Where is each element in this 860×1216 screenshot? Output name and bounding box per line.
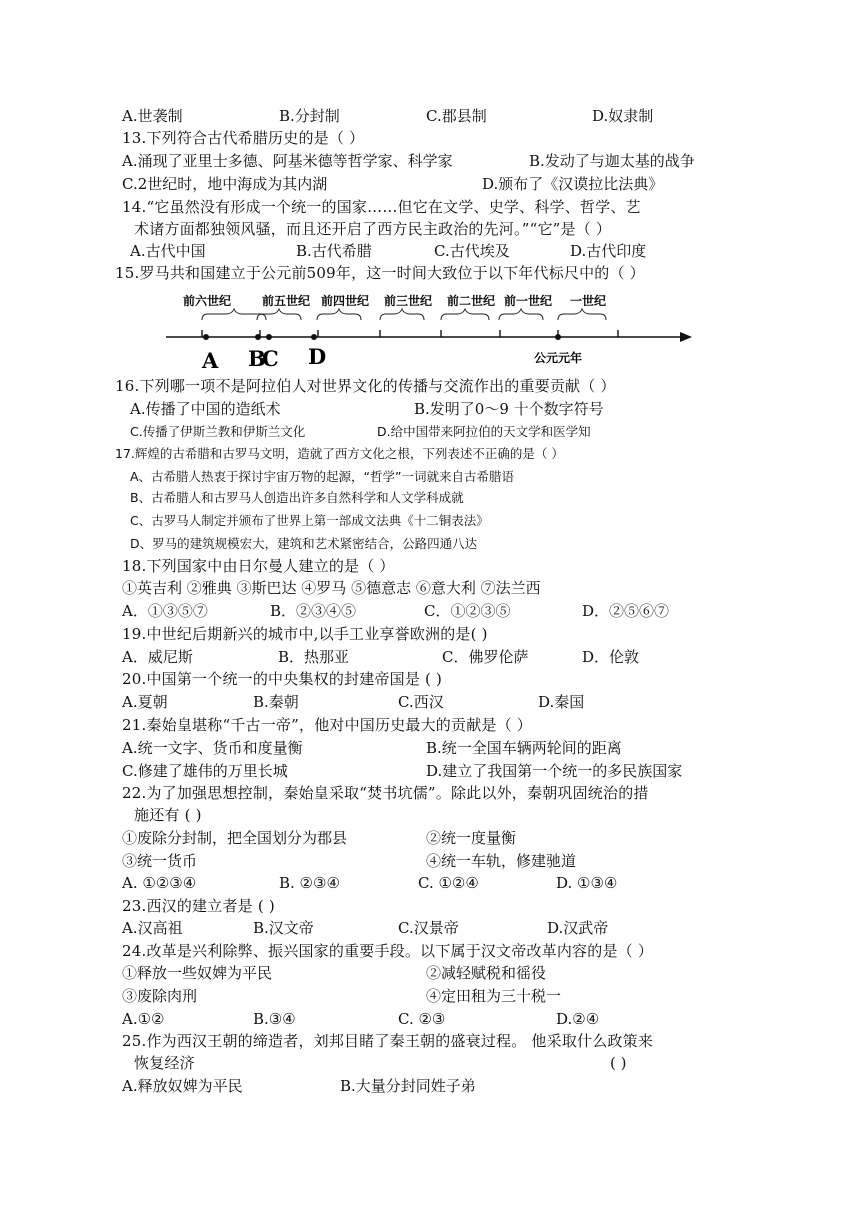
q13-option-a: A.涌现了亚里士多德、阿基米德等哲学家、科学家 — [122, 152, 453, 170]
q17-option-b: B、古希腊人和古罗马人创造出许多自然科学和人文学科成就 — [130, 490, 464, 505]
q22-item-3: ③统一货币 — [122, 852, 198, 870]
q15-stem: 15.罗马共和国建立于公元前509年，这一时间大致位于以下年代标尺中的（ ） — [115, 264, 645, 282]
q12-option-b: B.分封制 — [279, 107, 340, 125]
timeline-point-c — [266, 334, 272, 340]
q22-option-c: C. ①②④ — [418, 874, 479, 892]
q19-option-d: D．伦敦 — [582, 648, 640, 666]
timeline-segment-label: 前三世纪 — [383, 294, 433, 308]
q18-items: ①英吉利 ②雅典 ③斯巴达 ④罗马 ⑤德意志 ⑥意大利 ⑦法兰西 — [122, 579, 541, 597]
q24-item-1: ①释放一些奴婢为平民 — [122, 964, 273, 982]
q24-option-d: D.②④ — [556, 1010, 600, 1028]
q24-option-a: A.①② — [122, 1010, 165, 1028]
q12-option-c: C.郡县制 — [426, 107, 487, 125]
q12-option-d: D.奴隶制 — [592, 107, 654, 125]
timeline-segment-label: 前一世纪 — [503, 294, 553, 308]
timeline-letter-a: A — [202, 348, 219, 373]
q14-option-d: D.古代印度 — [570, 242, 647, 260]
q16-option-d: D.给中国带来阿拉伯的天文学和医学知 — [377, 424, 591, 439]
q22-option-d: D. ①③④ — [556, 874, 618, 892]
q19-stem: 19.中世纪后期新兴的城市中,以手工业享誉欧洲的是( ) — [122, 625, 488, 643]
q24-option-b: B.③④ — [253, 1010, 296, 1028]
timeline-era-label: 公元元年 — [533, 351, 583, 365]
timeline-segment-label: 前六世纪 — [182, 294, 232, 308]
q14-stem-line2: 术诸方面都独领风骚，而且还开启了西方民主政治的先河。”“它”是（ ） — [134, 220, 612, 238]
q16-option-b: B.发明了0～9 十个数字符号 — [414, 400, 604, 418]
q19-option-c: C．佛罗伦萨 — [442, 648, 529, 666]
q18-option-a: A．①③⑤⑦ — [122, 602, 208, 620]
timeline-ruler — [160, 286, 700, 374]
q25-option-b: B.大量分封同姓子弟 — [340, 1077, 476, 1095]
q22-item-4: ④统一车轨，修建驰道 — [426, 852, 577, 870]
q25-option-a: A.释放奴婢为平民 — [122, 1077, 243, 1095]
q22-option-a: A. ①②③④ — [122, 874, 197, 892]
q25-stem-line1: 25.作为西汉王朝的缔造者，刘邦目睹了秦王朝的盛衰过程。 他采取什么政策来 — [122, 1032, 654, 1050]
q13-option-d: D.颁布了《汉谟拉比法典》 — [482, 175, 664, 193]
q14-option-a: A.古代中国 — [130, 242, 206, 260]
q14-option-b: B.古代希腊 — [296, 242, 372, 260]
q17-option-d: D、罗马的建筑规模宏大，建筑和艺术紧密结合，公路四通八达 — [130, 536, 478, 551]
q18-stem: 18.下列国家中由日尔曼人建立的是（ ） — [122, 557, 395, 575]
q24-item-3: ③废除肉刑 — [122, 987, 198, 1005]
q22-option-b: B. ②③④ — [279, 874, 340, 892]
q21-option-d: D.建立了我国第一个统一的多民族国家 — [426, 762, 683, 780]
q13-stem: 13.下列符合古代希腊历史的是（ ） — [122, 129, 365, 147]
q22-item-1: ①废除分封制，把全国划分为郡县 — [122, 829, 348, 847]
timeline-point-d — [311, 334, 317, 340]
q24-item-4: ④定田租为三十税一 — [426, 987, 562, 1005]
q17-option-a: A、古希腊人热衷于探讨宇宙万物的起源，“哲学”一词就来自古希腊语 — [130, 469, 515, 484]
q20-option-a: A.夏朝 — [122, 693, 168, 711]
q14-option-c: C.古代埃及 — [434, 242, 510, 260]
q16-option-c: C.传播了伊斯兰教和伊斯兰文化 — [130, 424, 306, 439]
timeline-point-a — [203, 334, 209, 340]
q19-option-b: B．热那亚 — [278, 648, 350, 666]
timeline-letter-b: B — [248, 346, 266, 371]
timeline-segment-label: 前二世纪 — [446, 294, 496, 308]
timeline-letter-c: C — [262, 346, 279, 371]
q24-item-2: ②减轻赋税和徭役 — [426, 964, 547, 982]
timeline-braces — [202, 309, 606, 320]
timeline-segment-labels — [183, 293, 606, 308]
q17-option-c: C、古罗马人制定并颁布了世界上第一部成文法典《十二铜表法》 — [130, 513, 489, 528]
timeline-segment-label: 一世纪 — [569, 294, 607, 308]
q16-stem: 16.下列哪一项不是阿拉伯人对世界文化的传播与交流作出的重要贡献（ ） — [115, 377, 616, 395]
timeline-segment-label: 前四世纪 — [320, 294, 370, 308]
q17-stem: 17.辉煌的古希腊和古罗马文明，造就了西方文化之根，下列表述不正确的是（ ） — [115, 446, 564, 461]
q24-option-c: C. ②③ — [398, 1010, 446, 1028]
q20-stem: 20.中国第一个统一的中央集权的封建帝国是 ( ) — [122, 670, 443, 688]
q21-option-c: C.修建了雄伟的万里长城 — [122, 762, 288, 780]
q22-stem-line1: 22.为了加强思想控制，秦始皇采取“焚书坑儒”。除此以外，秦朝巩固统治的措 — [122, 784, 649, 802]
timeline-letter-d: D — [308, 344, 327, 369]
q18-option-b: B．②③④⑤ — [270, 602, 357, 620]
timeline-arrowhead — [680, 332, 692, 342]
q22-item-2: ②统一度量衡 — [426, 829, 517, 847]
q23-stem: 23.西汉的建立者是 ( ) — [122, 897, 275, 915]
q20-option-b: B.秦朝 — [253, 693, 299, 711]
q12-option-a: A.世袭制 — [122, 107, 183, 125]
timeline-point-era — [555, 334, 561, 340]
q14-stem-line1: 14.“它虽然没有形成一个统一的国家……但它在文学、史学、科学、哲学、艺 — [122, 198, 641, 216]
timeline-segment-label: 前五世纪 — [261, 294, 311, 308]
q25-answer-paren: ( ) — [610, 1054, 627, 1072]
timeline-point-b — [255, 334, 261, 340]
q21-option-b: B.统一全国车辆两轮间的距离 — [426, 739, 622, 757]
q21-option-a: A.统一文字、货币和度量衡 — [122, 739, 303, 757]
q16-option-a: A.传播了中国的造纸术 — [130, 400, 281, 418]
q23-option-d: D.汉武帝 — [547, 919, 609, 937]
q20-option-c: C.西汉 — [398, 693, 444, 711]
q23-option-c: C.汉景帝 — [398, 919, 459, 937]
q13-option-b: B.发动了与迦太基的战争 — [529, 152, 695, 170]
q18-option-c: C．①②③⑤ — [424, 602, 511, 620]
q22-stem-line2: 施还有 ( ) — [134, 806, 202, 824]
q21-stem: 21.秦始皇堪称“千古一帝”，他对中国历史最大的贡献是（ ） — [122, 716, 532, 734]
q23-option-a: A.汉高祖 — [122, 919, 183, 937]
q19-option-a: A．威尼斯 — [122, 648, 193, 666]
q23-option-b: B.汉文帝 — [253, 919, 314, 937]
q13-option-c: C.2世纪时，地中海成为其内湖 — [122, 175, 328, 193]
q18-option-d: D．②⑤⑥⑦ — [582, 602, 670, 620]
q20-option-d: D.秦国 — [538, 693, 585, 711]
q24-stem: 24.改革是兴利除弊、振兴国家的重要手段。以下属于汉文帝改革内容的是（ ） — [122, 942, 654, 960]
q25-stem-line2: 恢复经济 — [134, 1054, 195, 1072]
